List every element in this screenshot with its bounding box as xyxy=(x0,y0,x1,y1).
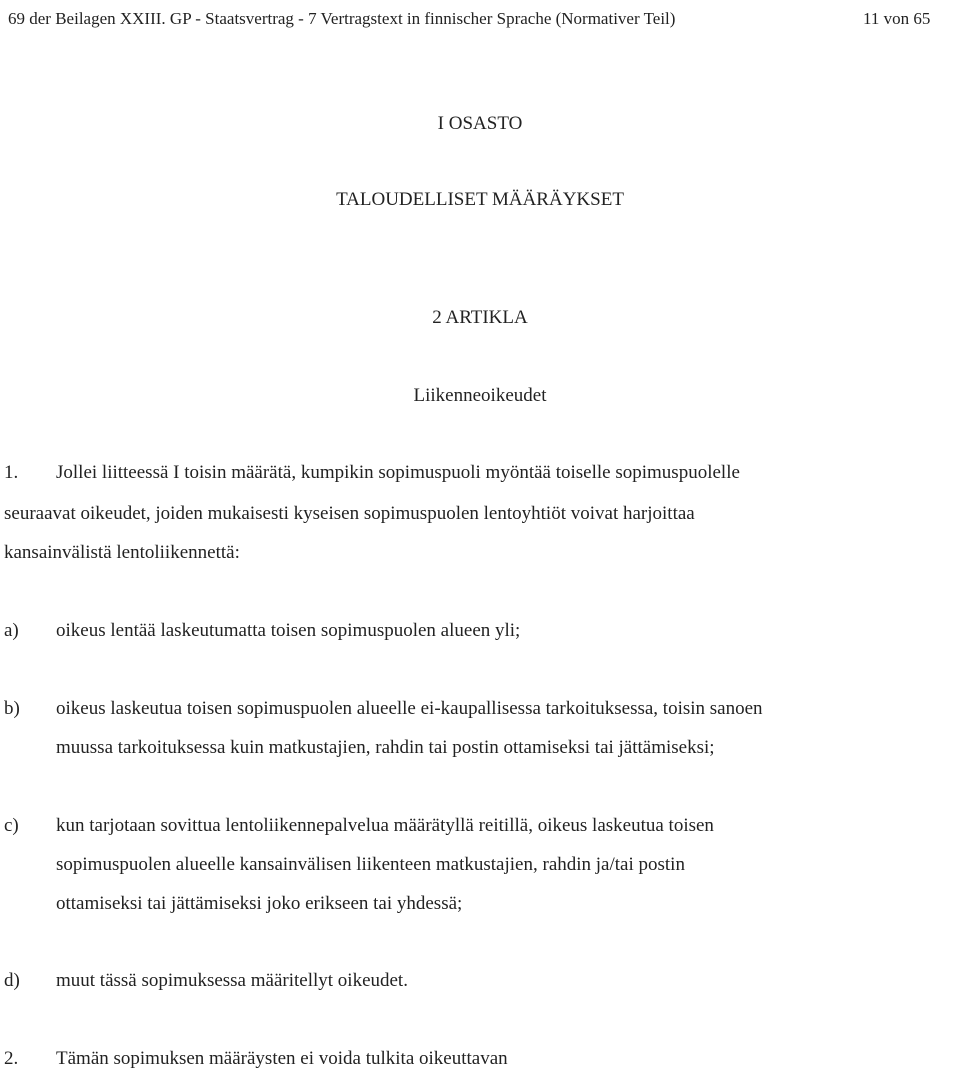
list-item-marker: d) xyxy=(4,970,20,991)
list-item-marker: a) xyxy=(4,620,19,641)
paragraph-line: Jollei liitteessä I toisin määrätä, kumpikin sopimuspuoli myöntää toiselle sopimuspuolelle xyxy=(56,462,740,483)
list-item-line: oikeus lentää laskeutumatta toisen sopimuspuolen alueen yli; xyxy=(56,620,521,641)
paragraph-line: Tämän sopimuksen määräysten ei voida tulkita oikeuttavan xyxy=(56,1048,508,1069)
list-item-line: muussa tarkoituksessa kuin matkustajien, rahdin tai postin ottamiseksi tai jättämiseksi; xyxy=(56,737,715,758)
paragraph-line: seuraavat oikeudet, joiden mukaisesti kyseisen sopimuspuolen lentoyhtiöt voivat harjoittaa xyxy=(4,503,695,524)
list-item-marker: b) xyxy=(4,698,20,719)
paragraph-number: 2. xyxy=(4,1048,19,1069)
paragraph-line: kansainvälistä lentoliikennettä: xyxy=(4,542,240,563)
list-item-line: kun tarjotaan sovittua lentoliikennepalvelua määrätyllä reitillä, oikeus laskeutua toisen xyxy=(56,815,714,836)
paragraph-number: 1. xyxy=(4,462,19,483)
article-title: Liikenneoikeudet xyxy=(413,385,547,406)
list-item-line: oikeus laskeutua toisen sopimuspuolen alueelle ei-kaupallisessa tarkoituksessa, toisin sanoen xyxy=(56,698,763,719)
header-text: 69 der Beilagen XXIII. GP - Staatsvertrag - 7 Vertragstext in finnischer Sprache (Normativer Teil) xyxy=(8,9,676,28)
page-number: 11 von 65 xyxy=(863,9,931,28)
section-subtitle: TALOUDELLISET MÄÄRÄYKSET xyxy=(336,189,624,210)
list-item-line: ottamiseksi tai jättämiseksi joko erikseen tai yhdessä; xyxy=(56,893,463,914)
list-item-marker: c) xyxy=(4,815,19,836)
list-item-line: sopimuspuolen alueelle kansainvälisen liikenteen matkustajien, rahdin ja/tai postin xyxy=(56,854,685,875)
article-number: 2 ARTIKLA xyxy=(432,307,528,328)
list-item-line: muut tässä sopimuksessa määritellyt oikeudet. xyxy=(56,970,408,991)
section-title: I OSASTO xyxy=(437,113,523,134)
